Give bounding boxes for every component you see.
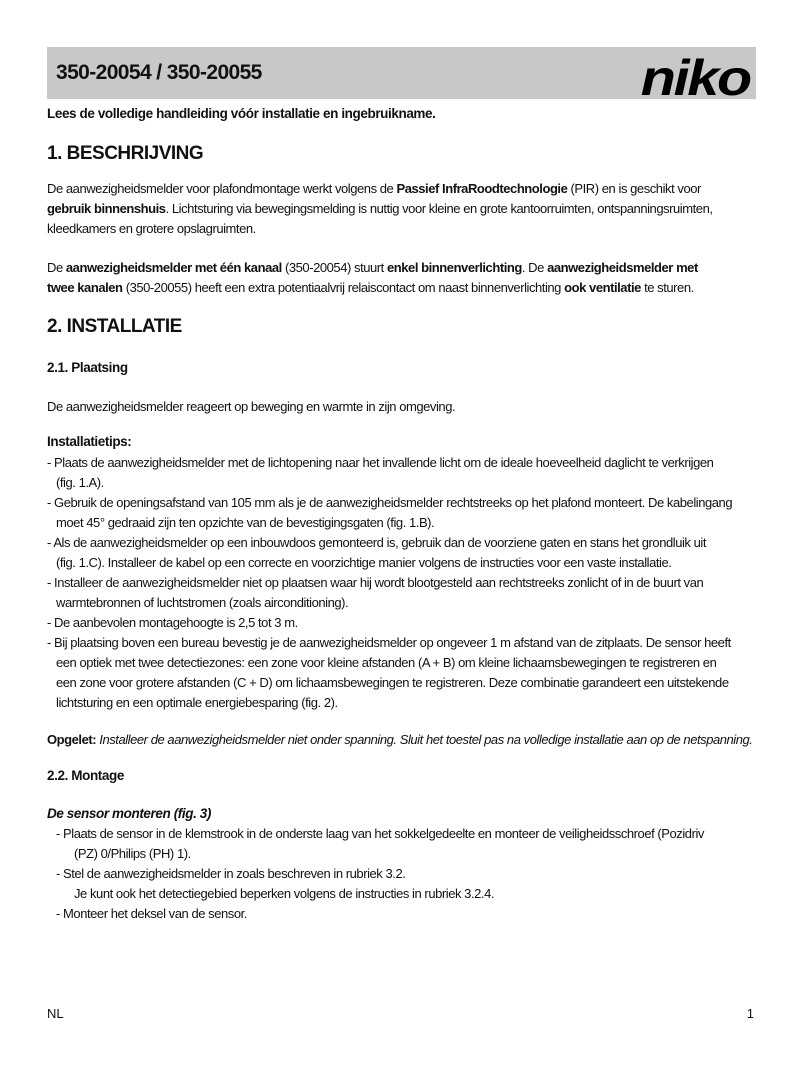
installatietips-list bbox=[47, 453, 732, 713]
subsection-title-montage: 2.2. Montage bbox=[47, 768, 124, 783]
list-item: - Plaats de sensor in de klemstrook in de onderste laag van het sokkelgedeelte en monteer de veiligheidsschroef (Pozidriv (PZ) 0/Philips (PH) 1). bbox=[56, 826, 704, 861]
montage-subtitle: De sensor monteren (fig. 3) bbox=[47, 806, 211, 821]
montage-steps-list bbox=[47, 824, 704, 924]
installatietips-title: Installatietips: bbox=[47, 434, 132, 449]
list-item: - Gebruik de openingsafstand van 105 mm als je de aanwezigheidsmelder rechtstreeks op het plafond monteert. De kabelingang moet 45° gedraaid zijn ten opzichte van de bevestigingsgaten (fig. 1.B). bbox=[47, 495, 733, 530]
list-item: - Stel de aanwezigheidsmelder in zoals beschreven in rubriek 3.2. Je kunt ook het detectiegebied beperken volgens de instructies in rubriek 3.2.4. bbox=[56, 866, 495, 901]
list-item: - Plaats de aanwezigheidsmelder met de lichtopening naar het invallende licht om de ideale hoeveelheid daglicht te verkrijgen (fig. 1.A). bbox=[47, 455, 714, 490]
lead-instruction: Lees de volledige handleiding vóór installatie en ingebruikname. bbox=[47, 106, 436, 121]
subsection-title-plaatsing: 2.1. Plaatsing bbox=[47, 360, 128, 375]
warning-text: Installeer de aanwezigheidsmelder niet onder spanning. Sluit het toestel pas na volledige installatie aan op de netspanning. bbox=[96, 732, 753, 747]
list-item: - De aanbevolen montagehoogte is 2,5 tot 3 m. bbox=[47, 615, 298, 630]
section-title-installatie: 2. INSTALLATIE bbox=[47, 316, 182, 337]
list-item: - Bij plaatsing boven een bureau bevestig je de aanwezigheidsmelder op ongeveer 1 m afstand van de zitplaats. De sensor heeft een optiek met twee detectiezones: een zone voor kleine afstanden (A + B) om kleine lichaamsbewegingen te registreren en een zone voor grotere afstanden (C + D) om lichaamsbewegingen te registreren. Deze combinatie garandeert een uitstekende lichtsturing en een optimale energiebesparing (fig. 2). bbox=[47, 635, 731, 710]
product-codes: 350-20054 / 350-20055 bbox=[56, 61, 262, 84]
warning-note bbox=[47, 730, 752, 750]
footer-language: NL bbox=[47, 1006, 64, 1021]
section-title-beschrijving: 1. BESCHRIJVING bbox=[47, 143, 204, 164]
list-item: - Monteer het deksel van de sensor. bbox=[56, 906, 247, 921]
plaatsing-text: De aanwezigheidsmelder reageert op beweging en warmte in zijn omgeving. bbox=[47, 399, 456, 414]
niko-logo: niko bbox=[640, 50, 750, 106]
header-bar bbox=[47, 47, 756, 106]
page-number: 1 bbox=[746, 1006, 754, 1021]
list-item: - Als de aanwezigheidsmelder op een inbouwdoos gemonteerd is, gebruik dan de voorziene gaten en stans het grondluik uit (fig. 1.C). Installeer de kabel op een correcte en voorzichtige manier volgens de instructies voor een vaste installatie. bbox=[47, 535, 707, 570]
warning-label: Opgelet: bbox=[47, 732, 97, 747]
description-paragraph-1: De aanwezigheidsmelder voor plafondmontage werkt volgens de Passief InfraRoodtechnologie (PIR) en is geschikt voor gebruik binnenshuis. Lichtsturing via bewegingsmelding is nuttig voor kleine en grote kantoorruimten, ontspanningsruimten, kleedkamers en grotere opslagruimten. bbox=[47, 181, 713, 236]
list-item: - Installeer de aanwezigheidsmelder niet op plaatsen waar hij wordt blootgesteld aan rechtstreeks zonlicht of in de buurt van warmtebronnen of luchtstromen (zoals airconditioning). bbox=[47, 575, 704, 610]
description-paragraph-2: De aanwezigheidsmelder met één kanaal (350-20054) stuurt enkel binnenverlichting. De aanwezigheidsmelder met twee kanalen (350-20055) heeft een extra potentiaalvrij relaiscontact om naast binnenverlichting ook ventilatie te sturen. bbox=[47, 260, 698, 295]
